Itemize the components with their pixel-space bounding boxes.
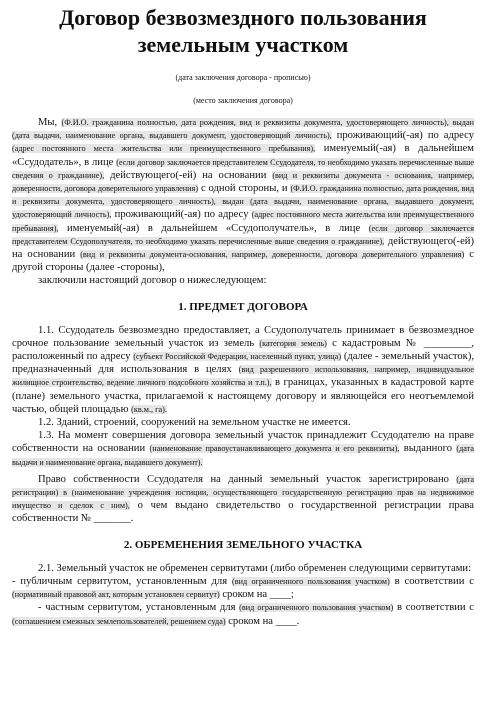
text: именуемый(-ая) в дальнейшем «Ссудодатель», в лице xyxy=(12,143,474,168)
private-servitude xyxy=(12,601,474,627)
text: в соответствии с xyxy=(393,602,474,614)
document-title: Договор безвозмездного пользования земельным участком xyxy=(59,5,427,57)
clause-1-1 xyxy=(12,324,474,416)
text: Мы, xyxy=(38,117,62,128)
text: - публичным сервитутом, установленным для xyxy=(12,575,232,587)
text: именуемый(-ая) в дальнейшем «Ссудополучатель», в лице xyxy=(58,222,369,234)
text: проживающий(-ая) по адресу xyxy=(331,130,474,142)
text: проживающий(-ая) по адресу xyxy=(111,209,252,221)
placeholder-hint: (нормативный правовой акт, которым установлен сервитут) xyxy=(12,590,220,600)
text: с другой стороны (далее -стороны), xyxy=(12,249,474,274)
placeholder-hint: (вид и реквизиты документа-основания, например, доверенности, договора доверительного управления) xyxy=(80,250,465,260)
section-2-heading: 2. ОБРЕМЕНЕНИЯ ЗЕМЕЛЬНОГО УЧАСТКА xyxy=(123,538,363,551)
text: - частным сервитутом, установленным для xyxy=(38,602,240,614)
placeholder-hint: (Ф.И.О. гражданина полностью, дата рождения, вид и реквизиты документа, удостоверяющего личность), выдан (дата выдачи, наименование органа, выдавшего документ, удостоверяющий личность), xyxy=(12,184,474,220)
placeholder-hint: (адрес постоянного места жительства или преимущественного пребывания), xyxy=(12,210,474,233)
clause-1-3 xyxy=(12,429,474,469)
text: 1.3. На момент совершения договора земельный участок принадлежит Ссудодателю на праве собственности на основании xyxy=(12,430,474,455)
placeholder-hint: (категория земель) xyxy=(259,338,327,348)
placeholder-hint: (Ф.И.О. гражданина полностью, дата рождения, вид и реквизиты документа, удостоверяющего личность), выдан (дата выдачи, наименование органа, выдавшего документ, удостоверяющий личность), xyxy=(12,118,474,141)
concluded-line: заключили настоящий договор о нижеследующем: xyxy=(38,275,267,287)
date-note: (дата заключения договора - прописью) xyxy=(175,73,311,82)
place-note: (место заключения договора) xyxy=(193,96,293,105)
text: сроком на ____; xyxy=(219,589,294,601)
placeholder-hint: (кв.м., га). xyxy=(131,404,167,414)
text: с кадастровым № _________, расположенный по адресу xyxy=(12,337,474,363)
text: выданного xyxy=(399,443,457,455)
section-1-heading: 1. ПРЕДМЕТ ДОГОВОРА xyxy=(178,300,308,313)
text: о чем выдано свидетельство о государственной регистрации права собственности № _______. xyxy=(12,500,474,525)
placeholder-hint: (вид разрешенного использования, например, индивидуальное жилищное строительство, ведение личного подсобного хозяйства и т.п.), xyxy=(12,365,474,388)
placeholder-hint: (субъект Российской Федерации, населенный пункт, улица) xyxy=(133,352,342,362)
placeholder-hint: (соглашением смежных землепользователей, решением суда) xyxy=(12,616,226,626)
placeholder-hint: (дата выдачи и наименование органа, выдавшего документ). xyxy=(12,444,474,467)
text: 1.1. Ссудодатель безвозмездно предоставляет, а Ссудополучатель принимает в безвозмездное срочное пользование земельный участок из земель xyxy=(12,324,474,349)
clause-1-2: 1.2. Зданий, строений, сооружений на земельном участке не имеется. xyxy=(38,417,351,429)
placeholder-hint: (если договор заключается представителем Ссудодателя, то необходимо указать перечисленные выше сведения о гражданине), xyxy=(12,157,474,180)
placeholder-hint: (наименование правоустанавливающего документа и его реквизиты), xyxy=(149,444,400,454)
text: действующего(-ей) на основании xyxy=(104,169,273,181)
text: сроком на ____. xyxy=(225,615,300,627)
parties-paragraph xyxy=(12,116,474,274)
placeholder-hint: (адрес постоянного места жительства или преимущественного пребывания), xyxy=(12,144,316,154)
placeholder-hint: (вид ограниченного пользования участком) xyxy=(232,576,390,586)
placeholder-hint: (дата регистрации) в (наименование учреждения юстиции, осуществляющего государственную регистрацию прав на недвижимое имущество и сделок с ним), xyxy=(12,474,474,511)
text: в соответствии с xyxy=(389,575,474,587)
placeholder-hint: (если договор заключается представителем Ссудополучателя, то необходимо указать перечисленные выше сведения о гражданине), xyxy=(12,223,474,246)
placeholder-hint: (вид и реквизиты документа - основания, например, доверенности, договора доверительного управления) xyxy=(12,170,475,194)
text: (далее - земельный участок), предназначенный для использования в целях xyxy=(12,351,475,376)
text: Право собственности Ссудодателя на данный земельный участок зарегистрировано xyxy=(38,473,457,485)
ownership-registration xyxy=(12,473,474,526)
text: действующего(-ей) на основании xyxy=(12,235,474,261)
public-servitude xyxy=(12,575,474,601)
clause-2-1: 2.1. Земельный участок не обременен сервитутами (либо обременен следующими сервитутами: xyxy=(38,562,472,574)
text: в границах, указанных в кадастровой карте (плане) земельного участка, прилагаемой к настоящему договору и являющейся его неотъемлемой частью, общей площадью xyxy=(12,377,474,415)
placeholder-hint: (вид ограниченного пользования участком) xyxy=(239,603,394,613)
text: с одной стороны, и xyxy=(198,183,291,195)
